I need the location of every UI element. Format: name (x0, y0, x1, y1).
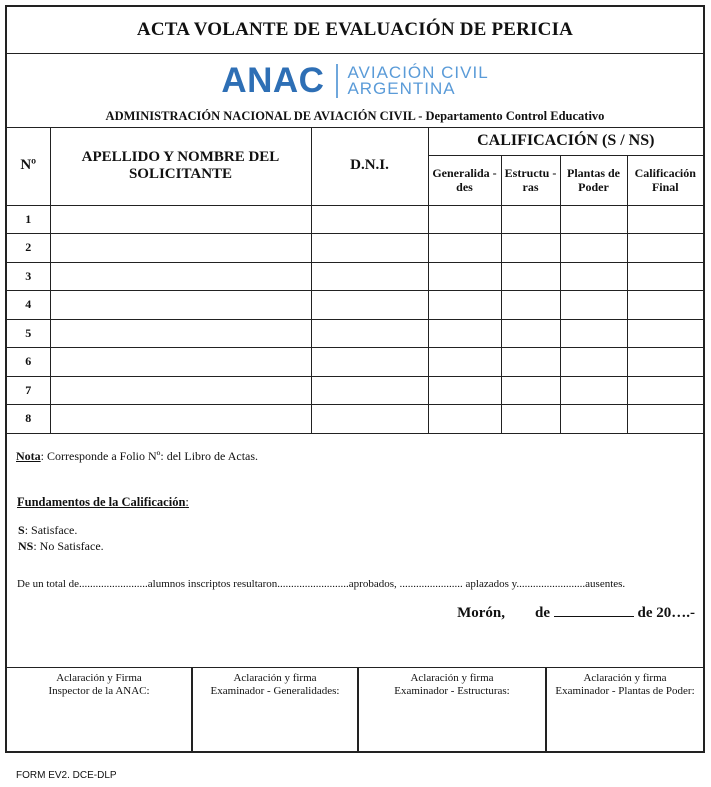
total-students-line: De un total de.........................alumnos inscriptos resultaron..........................aprobados, ....................... aplazados y.........................ausentes. (17, 578, 626, 590)
logo-line-1: AVIACIÓN CIVIL (347, 62, 489, 82)
generalidades-cell[interactable] (428, 319, 501, 348)
logo-line-2: ARGENTINA (347, 78, 456, 98)
plantas-cell[interactable] (560, 348, 627, 377)
sig-2-line-1: Aclaración y firma (233, 672, 317, 684)
plantas-cell[interactable] (560, 205, 627, 234)
dni-cell[interactable] (311, 262, 428, 291)
estructuras-cell[interactable] (501, 405, 560, 434)
table-row (7, 376, 703, 405)
table-row (7, 262, 703, 291)
anac-logo (7, 63, 703, 98)
fundamentos-heading (17, 495, 189, 510)
legend-ns-text: : No Satisface. (33, 539, 104, 553)
header-calificacion-final: Calificación Final (627, 155, 703, 205)
generalidades-cell[interactable] (428, 405, 501, 434)
header-plantas-de-poder: Plantas de Poder (560, 155, 627, 205)
sig-3-line-2: Examinador - Estructuras: (394, 685, 510, 697)
row-number: 1 (7, 205, 50, 234)
plantas-cell[interactable] (560, 262, 627, 291)
name-cell[interactable] (50, 234, 311, 263)
header-dni: D.N.I. (311, 127, 428, 205)
dni-cell[interactable] (311, 234, 428, 263)
title-row (7, 7, 703, 54)
table-row (7, 319, 703, 348)
logo-anac-text: ANAC (221, 61, 325, 100)
estructuras-cell[interactable] (501, 205, 560, 234)
row-number: 3 (7, 262, 50, 291)
legend-ns-key: NS (18, 539, 34, 553)
header-logo-row (7, 53, 703, 128)
final-cell[interactable] (627, 348, 703, 377)
name-cell[interactable] (50, 262, 311, 291)
administration-line: ADMINISTRACIÓN NACIONAL DE AVIACIÓN CIVIL - Departamento Control Educativo (105, 109, 605, 123)
generalidades-cell[interactable] (428, 262, 501, 291)
logo-subtitle (347, 62, 489, 98)
final-cell[interactable] (627, 405, 703, 434)
name-cell[interactable] (50, 319, 311, 348)
fundamentos-colon: : (185, 495, 189, 509)
nota-text: : Corresponde a Folio Nº: del Libro de Actas. (40, 449, 259, 463)
dni-cell[interactable] (311, 319, 428, 348)
sig-3-line-1: Aclaración y firma (410, 672, 494, 684)
generalidades-cell[interactable] (428, 234, 501, 263)
dni-cell[interactable] (311, 348, 428, 377)
final-cell[interactable] (627, 205, 703, 234)
header-estructuras: Estructu -ras (501, 155, 560, 205)
date-place: Morón, (457, 605, 505, 621)
dni-cell[interactable] (311, 405, 428, 434)
final-cell[interactable] (627, 376, 703, 405)
estructuras-cell[interactable] (501, 234, 560, 263)
date-month-blank[interactable] (554, 604, 634, 617)
plantas-cell[interactable] (560, 376, 627, 405)
form-frame (5, 5, 705, 753)
signature-estructuras[interactable] (359, 668, 547, 752)
row-number: 5 (7, 319, 50, 348)
name-cell[interactable] (50, 405, 311, 434)
dni-cell[interactable] (311, 205, 428, 234)
table-row (7, 205, 703, 234)
sig-4-line-2: Examinador - Plantas de Poder: (555, 685, 695, 697)
logo-separator (336, 64, 338, 98)
form-title: ACTA VOLANTE DE EVALUACIÓN DE PERICIA (136, 19, 574, 40)
plantas-cell[interactable] (560, 319, 627, 348)
signature-row (7, 667, 703, 752)
form-code: FORM EV2. DCE-DLP (16, 770, 117, 781)
generalidades-cell[interactable] (428, 348, 501, 377)
plantas-cell[interactable] (560, 234, 627, 263)
dni-cell[interactable] (311, 376, 428, 405)
final-cell[interactable] (627, 262, 703, 291)
row-number: 4 (7, 291, 50, 320)
final-cell[interactable] (627, 291, 703, 320)
final-cell[interactable] (627, 319, 703, 348)
sig-2-line-2: Examinador - Generalidades: (210, 685, 340, 697)
final-cell[interactable] (627, 234, 703, 263)
signature-inspector[interactable] (7, 668, 193, 752)
row-number: 8 (7, 405, 50, 434)
legend-s-key: S (18, 523, 25, 537)
estructuras-cell[interactable] (501, 291, 560, 320)
generalidades-cell[interactable] (428, 291, 501, 320)
legend-ns (18, 539, 104, 554)
estructuras-cell[interactable] (501, 319, 560, 348)
dni-cell[interactable] (311, 291, 428, 320)
header-generalidades: Generalida -des (428, 155, 501, 205)
date-de-1: de (535, 605, 550, 621)
date-de-2: de 20….- (637, 605, 695, 621)
table-row (7, 291, 703, 320)
table-row (7, 405, 703, 434)
row-number: 7 (7, 376, 50, 405)
row-number: 6 (7, 348, 50, 377)
header-calificacion: CALIFICACIÓN (S / NS) (428, 127, 703, 155)
sig-4-line-1: Aclaración y firma (583, 672, 667, 684)
name-cell[interactable] (50, 291, 311, 320)
sig-1-line-1: Aclaración y Firma (56, 672, 142, 684)
name-cell[interactable] (50, 348, 311, 377)
signature-generalidades[interactable] (193, 668, 359, 752)
legend-s (18, 523, 77, 538)
plantas-cell[interactable] (560, 291, 627, 320)
table-row (7, 234, 703, 263)
name-cell[interactable] (50, 376, 311, 405)
generalidades-cell[interactable] (428, 205, 501, 234)
estructuras-cell[interactable] (501, 262, 560, 291)
name-cell[interactable] (50, 205, 311, 234)
date-line (457, 604, 695, 622)
nota-label: Nota (16, 449, 41, 463)
signature-plantas-de-poder[interactable] (547, 668, 703, 752)
generalidades-cell[interactable] (428, 376, 501, 405)
table-row (7, 348, 703, 377)
sig-1-line-2: Inspector de la ANAC: (48, 685, 150, 697)
estructuras-cell[interactable] (501, 348, 560, 377)
row-number: 2 (7, 234, 50, 263)
header-number: Nº (7, 127, 50, 205)
estructuras-cell[interactable] (501, 376, 560, 405)
plantas-cell[interactable] (560, 405, 627, 434)
nota-line (16, 449, 258, 464)
applicants-table (7, 127, 703, 434)
fundamentos-label: Fundamentos de la Calificación (17, 495, 186, 509)
header-applicant-name: APELLIDO Y NOMBRE DEL SOLICITANTE (50, 127, 311, 205)
legend-s-text: : Satisface. (24, 523, 78, 537)
